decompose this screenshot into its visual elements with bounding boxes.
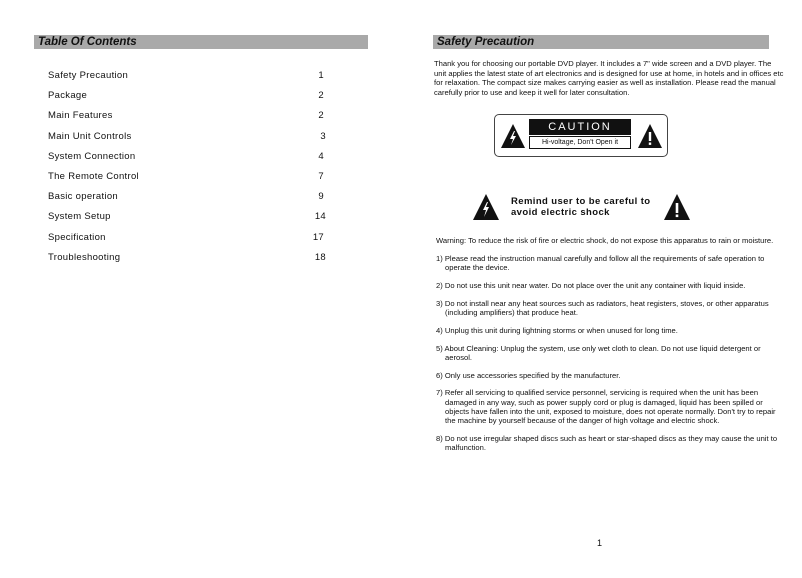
toc-entry [48,191,324,211]
lightning-warning-icon [500,123,526,149]
exclamation-warning-icon [663,193,691,221]
toc-header: Table Of Contents [34,35,368,49]
caution-label-box [494,114,668,157]
safety-item: 3) Do not install near any heat sources such as radiators, heat registers, stoves, or other apparatus (including amplifiers) that produce heat. [436,298,769,317]
safety-item: 4) Unplug this unit during lightning storms or when unused for long time. [436,325,678,335]
toc-entry-page: 2 [318,90,324,102]
toc-entry-title: System Connection [48,150,136,162]
caution-subtitle: Hi-voltage, Don't Open it [529,136,631,149]
toc-entry [48,211,324,231]
toc-entry-title: System Setup [48,211,111,223]
toc-entry-page: 7 [318,170,324,182]
safety-item: 6) Only use accessories specified by the manufacturer. [436,370,621,380]
warning-paragraph: Warning: To reduce the risk of fire or electric shock, do not expose this apparatus to rain or moisture. [436,236,774,245]
toc-entry-title: The Remote Control [48,170,139,182]
exclamation-warning-icon [637,123,663,149]
toc-entry [48,151,324,171]
toc-entry-title: Safety Precaution [48,70,129,81]
toc-entry [48,110,324,130]
toc-entry-page: 18 [314,251,326,263]
toc-entry [48,90,324,110]
toc-entry-title: Troubleshooting [48,251,121,263]
safety-header: Safety Precaution [433,35,769,49]
toc-entry-page: 2 [318,110,324,122]
toc-entry-title: Package [48,90,88,102]
toc-entry-page: 14 [314,211,326,223]
safety-item: 1) Please read the instruction manual carefully and follow all the requirements of safe operation to operate the device. [436,253,765,273]
caution-title: CAUTION [529,119,631,135]
toc-entry-title: Main Unit Controls [48,130,132,142]
toc-entry-title: Main Features [48,110,113,122]
safety-item: 7) Refer all servicing to qualified service personnel, servicing is required when the unit has been damaged in any way, such as power supply cord or plug is damaged, liquid has been spilled or objects have fallen into the unit, exposed to moisture, does not operate normally. Don't try to repair the machine by yourself because of the danger of high voltage and electric shock. [436,388,776,426]
page-number: 1 [597,538,603,548]
toc-entry-page: 4 [318,150,324,162]
toc-entry [48,232,324,252]
lightning-warning-icon [472,193,500,221]
safety-item: 5) About Cleaning: Unplug the system, use only wet cloth to clean. Do not use liquid detergent or aerosol. [436,343,761,362]
toc-entry-page: 1 [318,70,324,81]
toc-entry-title: Specification [48,231,106,243]
safety-item: 2) Do not use this unit near water. Do not place over the unit any container with liquid inside. [436,280,746,290]
toc-entry-page: 3 [320,130,326,142]
toc-entry [48,70,324,90]
toc-list [48,70,324,272]
toc-entry-page: 9 [318,191,324,203]
intro-paragraph: Thank you for choosing our portable DVD player. It includes a 7" wide screen and a DVD player. The unit applies the latest state of art electronics and is designed for use at home, in hotels and in offices etc for relaxation. The compact size makes carrying easier as well as installation. Please read the manual carefully prior to use and keep it well for later consultation. [434,59,784,97]
toc-entry-page: 17 [312,231,324,243]
warning-list [436,236,781,461]
toc-entry [48,252,324,272]
safety-item: 8) Do not use irregular shaped discs such as heart or star-shaped discs as they may cause the unit to malfunction. [436,434,778,453]
toc-entry [48,131,324,151]
remind-notice: Remind user to be careful to avoid electric shock [511,196,651,218]
toc-entry-title: Basic operation [48,191,118,203]
toc-entry [48,171,324,191]
